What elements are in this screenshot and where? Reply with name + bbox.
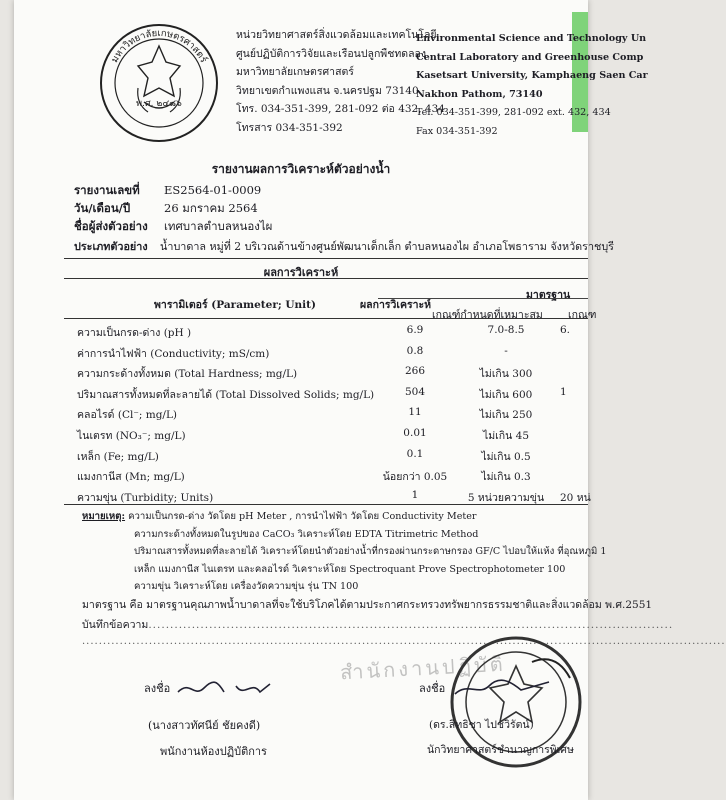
header-en-line: Central Laboratory and Greenhouse Comp [416,51,644,63]
sample-type-label: ประเภทตัวอย่าง [74,240,148,253]
logo-text: มหาวิทยาลัยเกษตรศาสตร์ [109,27,209,65]
header-th-line: ศูนย์ปฏิบัติการวิจัยและเรือนปลูกพืชทดลอง [236,47,426,60]
divider [64,258,588,259]
header-th-line: โทร. 034-351-399, 281-092 ต่อ 432, 434 [236,103,445,115]
standard-cell: ไม่เกิน 250 [479,409,533,422]
report-number-label: รายงานเลขที่ [74,183,140,197]
result-cell: 11 [408,406,422,419]
result-cell: น้อยกว่า 0.05 [382,471,448,484]
report-number-value: ES2564-01-0009 [164,183,262,197]
param-cell: ไนเตรท (NO₃⁻; mg/L) [77,430,186,442]
sign-label: ลงชื่อ [144,682,171,695]
report-page [14,0,726,800]
header-en-line: Kasetsart University, Kamphaeng Saen Car [416,70,648,81]
left-signer-title: พนักงานห้องปฏิบัติการ [160,745,267,758]
left-signer-name: (นางสาวทัศนีย์ ชัยคงดี) [148,719,261,732]
table-row [64,464,588,486]
divider [64,318,588,319]
standard-alt-cell: 1 [560,385,567,398]
result-cell: 6.9 [406,324,424,336]
sign-label: ลงชื่อ [419,682,446,695]
table-row [64,341,588,363]
standard-alt-cell: 6. [560,324,571,336]
param-cell: ค่าการนำไฟฟ้า (Conductivity; mS/cm) [77,347,270,360]
note-line: ความขุ่น วิเคราะห์โดย เครื่องวัดความขุ่น รุ่น TN 100 [134,581,359,592]
col-result-header: ผลการวิเคราะห์ [360,299,432,311]
standard-cell: 7.0-8.5 [487,324,525,336]
col-std1-header: เกณฑ์กำหนดที่เหมาะสม [432,309,543,321]
university-logo-icon [98,22,220,144]
standard-cell: - [504,344,508,357]
sender [74,218,272,236]
header-thai [236,26,445,137]
standard-statement: มาตรฐาน คือ มาตรฐานคุณภาพน้ำบาดาลที่จะใช้บริโภคได้ตามประกาศกระทรวงทรัพยากรธรรมชาติและสิ่งแวดล้อม พ.ศ.2551 [82,599,653,611]
standard-alt-cell: 20 หน่ [560,491,591,504]
report-date [74,200,258,218]
header-th-line: โทรสาร 034-351-392 [236,121,343,134]
result-cell: 0.01 [403,427,427,439]
notes-label: หมายเหตุ: [82,511,126,522]
note-line: ปริมาณสารทั้งหมดที่ละลายได้ วิเคราะห์โดยนำตัวอย่างน้ำที่กรองผ่านกระดาษกรอง GF/C ไปอบให้แห้ง ที่อุณหภูมิ 1 [134,546,607,557]
header-en-line: Fax 034-351-392 [416,125,498,137]
sample-type [74,238,614,255]
report-date-label: วัน/เดือน/ปี [74,201,131,215]
sender-value: เทศบาลตำบลหนองไผ [164,219,273,233]
remark-label: บันทึกข้อความ......................................................................................................................... [82,619,674,631]
header-en-line: Tel. 034-351-399, 281-092 ext. 432, 434 [416,107,611,118]
standard-cell: ไม่เกิน 0.3 [481,471,531,484]
header-th-line: วิทยาเขตกำแพงแสน จ.นครปฐม 73140 [236,84,419,97]
report-title: รายงานผลการวิเคราะห์ตัวอย่างน้ำ [211,162,391,176]
result-cell: 1 [411,488,419,501]
table-row [64,423,588,445]
header-en-line: Nakhon Pathom, 73140 [416,88,543,100]
col-standard-header: มาตรฐาน [526,289,571,301]
header-english [416,30,648,141]
right-signer-name: (ดร.สิทธิชา ไปชวิรัตน์) [429,719,534,731]
param-cell: ความเป็นกรด-ด่าง (pH ) [77,327,192,339]
remark-label-text: บันทึกข้อความ [82,619,149,631]
sender-label: ชื่อผู้ส่งตัวอย่าง [74,219,148,233]
report-date-value: 26 มกราคม 2564 [164,201,258,215]
standard-cell: ไม่เกิน 600 [479,388,533,401]
table-row [64,361,588,383]
standard-cell: ไม่เกิน 300 [479,368,533,381]
sample-type-value: น้ำบาดาล หมู่ที่ 2 บริเวณด้านข้างศูนย์พัฒนาเด็กเล็ก ตำบลหนองไผ อำเภอโพธาราม จังหวัดราชบุรี [160,240,614,253]
param-cell: ความกระด้างทั้งหมด (Total Hardness; mg/L) [77,368,298,381]
table-row [64,402,588,424]
logo-year: พ.ศ. ๒๔๘๖ [136,99,182,109]
signature-scribble-icon [174,678,284,700]
note-line: ความกระด้างทั้งหมดในรูปของ CaCO₃ วิเคราะห์โดย EDTA Titrimetric Method [134,528,479,540]
table-header [64,284,597,321]
standard-cell: ไม่เกิน 45 [482,430,530,442]
table-row [64,444,588,466]
col-std2-header: เกณฑ [568,309,597,321]
result-cell: 266 [404,365,426,378]
results-section-title: ผลการวิเคราะห์ [263,266,339,279]
header-th-line: หน่วยวิทยาศาสตร์สิ่งแวดล้อมและเทคโนโลยี [236,29,437,41]
result-cell: 0.1 [406,447,424,460]
report-number [74,182,261,200]
divider [378,298,588,299]
note-line: ความเป็นกรด-ด่าง วัดโดย pH Meter , การนำไฟฟ้า วัดโดย Conductivity Meter [128,511,477,522]
param-cell: ความขุ่น (Turbidity; Units) [77,491,214,504]
param-cell: แมงกานีส (Mn; mg/L) [77,471,185,484]
param-cell: คลอไรด์ (Cl⁻; mg/L) [77,409,178,422]
col-param-header: พารามิเตอร์ (Parameter; Unit) [154,299,316,311]
result-cell: 504 [404,385,426,398]
standard-cell: ไม่เกิน 0.5 [481,450,531,463]
table-row [64,382,588,404]
param-cell: เหล็ก (Fe; mg/L) [77,450,159,463]
faded-stamp: สำนักงานปฏิบัติ [339,651,507,685]
result-cell: 0.8 [406,344,424,357]
signature-scribble-icon [449,678,559,700]
divider [64,504,588,505]
signature-block-left [144,678,284,760]
standard-cell: 5 หน่วยความขุ่น [467,491,545,504]
header-en-line: Environmental Science and Technology Un [416,33,647,44]
note-line: เหล็ก แมงกานีส ไนเตรท และคลอไรด์ วิเคราะห์โดย Spectroquant Prove Spectrophotometer 100 [134,563,566,575]
divider [64,278,588,279]
header-th-line: มหาวิทยาลัยเกษตรศาสตร์ [236,66,354,78]
notes [82,508,606,596]
param-cell: ปริมาณสารทั้งหมดที่ละลายได้ (Total Dissolved Solids; mg/L) [77,388,375,401]
signature-block-right [419,678,574,758]
remark-line: .......................................................................................................................................................... [82,636,726,647]
right-signer-title: นักวิทยาศาสตร์ชำนาญการพิเศษ [427,744,574,756]
table-row [64,320,588,342]
